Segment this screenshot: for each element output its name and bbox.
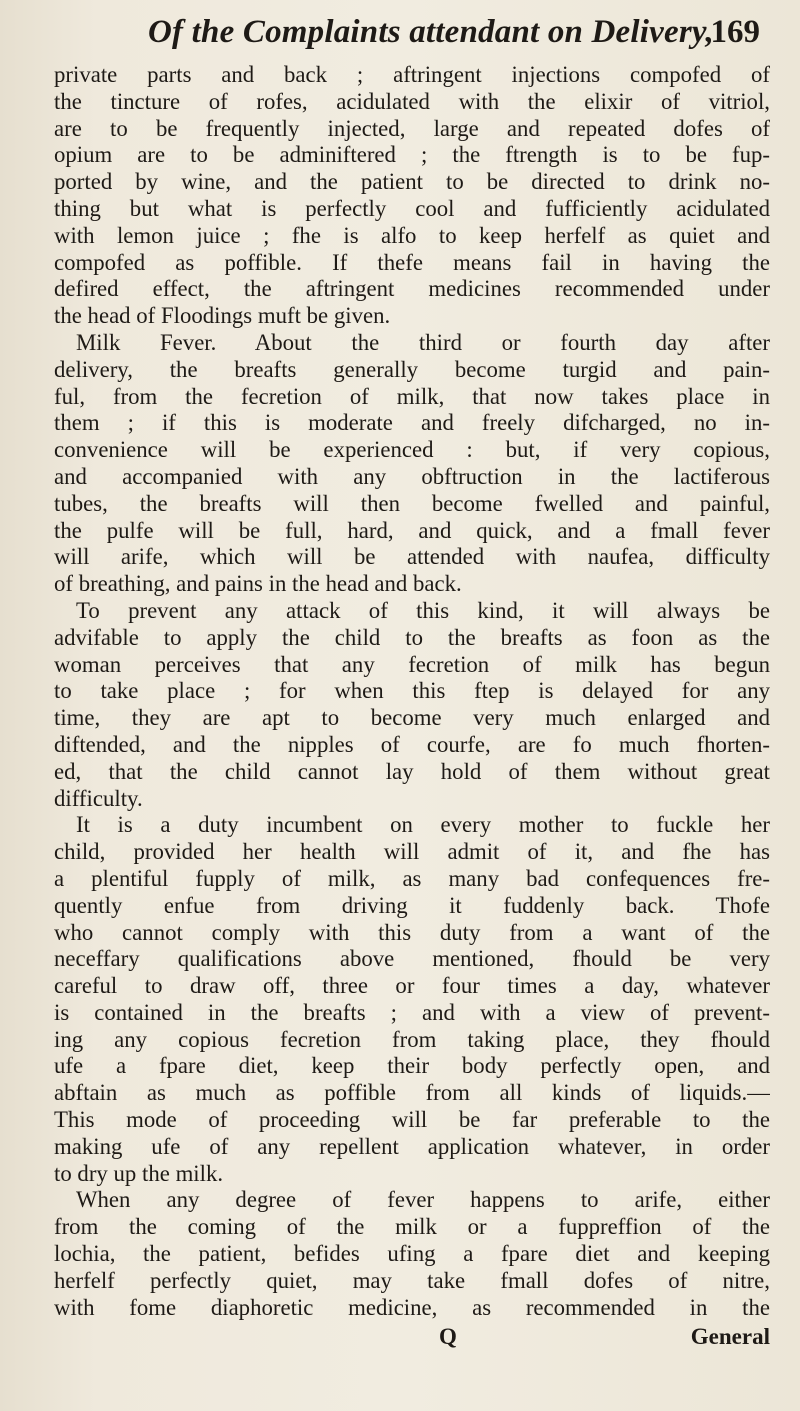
text-line: When any degree of fever happens to arife, either	[76, 1187, 770, 1213]
text-line: with fome diaphoretic medicine, as recommended in the	[54, 1294, 770, 1320]
page-number: 169	[710, 14, 760, 50]
text-line: abftain as much as poffible from all kinds of liquids.—	[54, 1080, 770, 1106]
text-line: private parts and back ; aftringent injections compofed of	[54, 62, 770, 87]
text-line: of breathing, and pains in the head and back.	[54, 571, 462, 597]
text-line: careful to draw off, three or four times a day, whatever	[54, 973, 770, 999]
text-line: ing any copious fecretion from taking place, they fhould	[54, 1026, 770, 1052]
text-line: from the coming of the milk or a fuppreffion of the	[54, 1214, 770, 1240]
text-line: ful, from the fecretion of milk, that now takes place in	[54, 383, 770, 409]
text-line: ufe a fpare diet, keep their body perfectly open, and	[54, 1053, 770, 1079]
text-line: quently enfue from driving it fuddenly back. Thofe	[54, 892, 770, 918]
text-line: It is a duty incumbent on every mother to fuckle her	[76, 812, 770, 838]
text-line: neceffary qualifications above mentioned, fhould be very	[54, 946, 770, 972]
page-header	[120, 6, 760, 64]
text-line: the head of Floodings muft be given.	[54, 303, 391, 329]
text-line: are to be frequently injected, large and repeated dofes of	[54, 115, 770, 141]
text-line: woman perceives that any fecretion of milk has begun	[54, 651, 770, 677]
text-line: to dry up the milk.	[54, 1160, 224, 1186]
text-line: convenience will be experienced : but, if very copious,	[54, 437, 770, 463]
text-line: This mode of proceeding will be far preferable to the	[54, 1107, 770, 1133]
text-line: opium are to be adminiftered ; the ftrength is to be fup-	[54, 142, 770, 168]
text-line: compofed as poffible. If thefe means fail in having the	[54, 249, 770, 275]
text-line: who cannot comply with this duty from a want of the	[54, 919, 770, 945]
text-line: To prevent any attack of this kind, it will always be	[76, 597, 770, 623]
text-line: a plentiful fupply of milk, as many bad confequences fre-	[54, 865, 770, 891]
text-line: difficulty.	[54, 785, 143, 811]
text-line: them ; if this is moderate and freely difcharged, no in-	[54, 410, 770, 436]
text-line: the pulfe will be full, hard, and quick, and a fmall fever	[54, 517, 770, 543]
text-line: child, provided her health will admit of it, and fhe has	[54, 839, 770, 865]
text-line: with lemon juice ; fhe is alfo to keep herfelf as quiet and	[54, 222, 770, 248]
text-line: ported by wine, and the patient to be directed to drink no-	[54, 169, 770, 195]
text-line: lochia, the patient, befides ufing a fpare diet and keeping	[54, 1241, 770, 1267]
text-line: the tincture of rofes, acidulated with the elixir of vitriol,	[54, 88, 770, 114]
text-line: will arife, which will be attended with naufea, difficulty	[54, 544, 770, 570]
text-line: tubes, the breafts will then become fwelled and painful,	[54, 490, 770, 516]
text-line: and accompanied with any obftruction in the lactiferous	[54, 463, 770, 489]
text-line: making ufe of any repellent application whatever, in order	[54, 1133, 770, 1159]
text-line: ed, that the child cannot lay hold of them without great	[54, 758, 770, 784]
text-line: herfelf perfectly quiet, may take fmall dofes of nitre,	[54, 1267, 770, 1293]
page-footer	[54, 1322, 770, 1352]
text-line: diftended, and the nipples of courfe, are fo much fhorten-	[54, 731, 770, 757]
text-line: thing but what is perfectly cool and fufficiently acidulated	[54, 195, 770, 221]
catchword: General	[690, 1324, 770, 1349]
text-line: delivery, the breafts generally become turgid and pain-	[54, 356, 770, 382]
signature-mark: Q	[439, 1324, 457, 1349]
running-title: Of the Complaints attendant on Delivery,	[148, 14, 714, 50]
text-line: defired effect, the aftringent medicines recommended under	[54, 276, 770, 302]
text-line: to take place ; for when this ftep is delayed for any	[54, 678, 770, 704]
text-line: is contained in the breafts ; and with a view of prevent-	[54, 999, 770, 1025]
text-line: Milk Fever. About the third or fourth day after	[76, 329, 770, 355]
text-line: time, they are apt to become very much enlarged and	[54, 705, 770, 731]
body-text	[54, 62, 770, 1321]
text-line: advifable to apply the child to the breafts as foon as the	[54, 624, 770, 650]
